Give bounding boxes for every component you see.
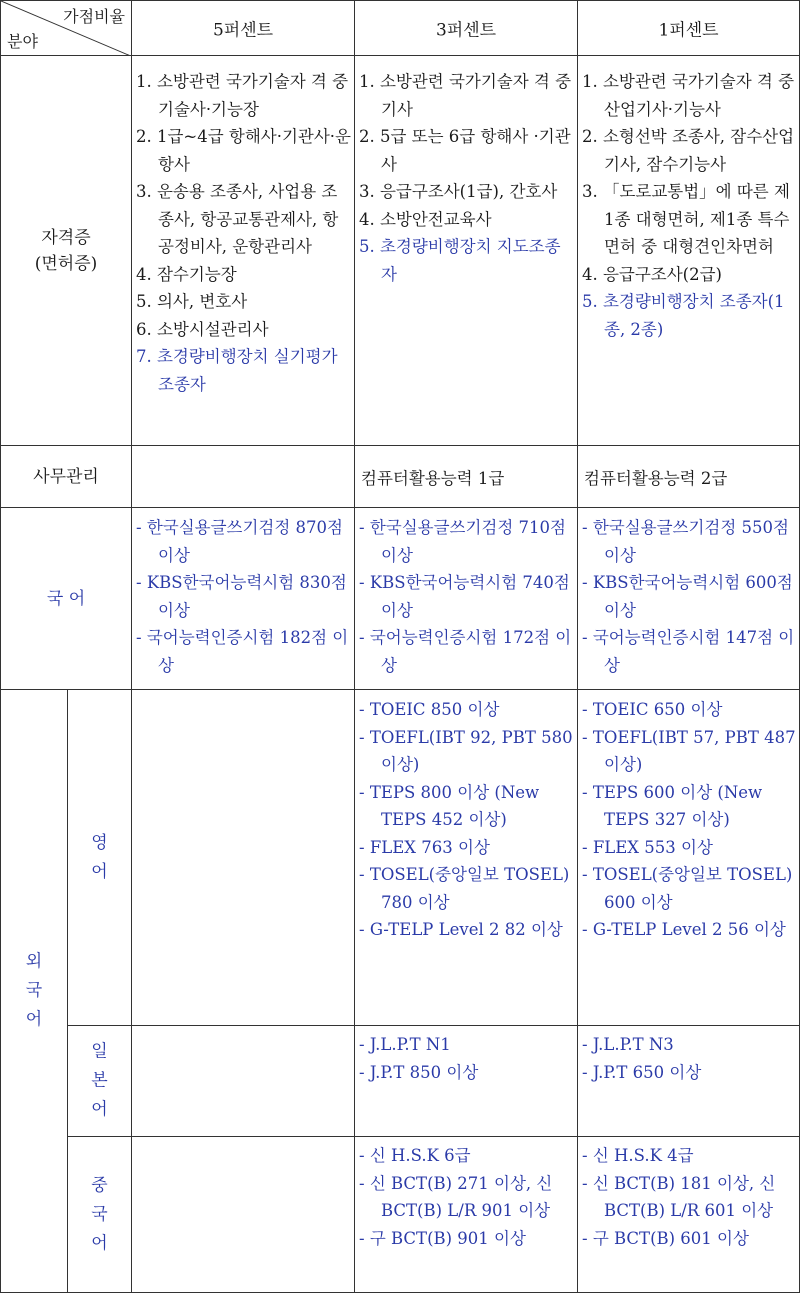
list-item: - TOSEL(중앙일보 TOSEL) 600 이상 (582, 865, 793, 912)
japanese-label-char: 일 (91, 1041, 108, 1062)
korean-label: 국 어 (46, 588, 86, 609)
korean-5pct-list (136, 514, 351, 679)
list-item: - 신 H.S.K 6급 (359, 1146, 471, 1165)
list-item: 1. 소방관련 국가기술자 격 중 기술사·기능장 (136, 72, 349, 119)
chinese-label-char: 국 (91, 1204, 108, 1224)
list-item: 5. 초경량비행장치 지도조종자 (359, 237, 561, 284)
header-col-3pct (354, 0, 578, 56)
office-5pct-cell (131, 445, 355, 508)
corner-header-cell (0, 0, 132, 56)
list-item: - 한국실용글쓰기검정 550점 이상 (582, 518, 789, 565)
chinese-1pct-cell (577, 1136, 800, 1293)
license-label-cell (0, 55, 132, 446)
list-item: - 신 H.S.K 4급 (582, 1146, 694, 1165)
english-3pct-cell (354, 689, 578, 1026)
license-3pct-cell (354, 55, 578, 446)
english-1pct-list (582, 696, 796, 944)
japanese-5pct-cell (131, 1025, 355, 1137)
list-item: 4. 소방안전교육사 (359, 209, 492, 229)
chinese-5pct-cell (131, 1136, 355, 1293)
office-label: 사무관리 (33, 466, 99, 487)
license-label: 자격증 (면허증) (34, 227, 98, 274)
chinese-label-char: 중 (91, 1175, 108, 1195)
list-item: - KBS한국어능력시험 830점 이상 (136, 573, 347, 620)
office-3pct-value: 컴퓨터활용능력 1급 (361, 468, 505, 488)
chinese-3pct-list (359, 1142, 574, 1252)
korean-3pct-list (359, 514, 574, 679)
list-item: 2. 소형선박 조종사, 잠수산업기사, 잠수기능사 (582, 127, 795, 174)
office-1pct-cell (577, 445, 800, 508)
license-1pct-cell (577, 55, 800, 446)
japanese-label (68, 1038, 131, 1125)
header-1pct-label: 1퍼센트 (658, 20, 719, 41)
header-5pct-label: 5퍼센트 (212, 20, 274, 41)
chinese-label (68, 1171, 131, 1258)
list-item: - 신 BCT(B) 271 이상, 신 BCT(B) L/R 901 이상 (359, 1173, 553, 1220)
list-item: - 한국실용글쓰기검정 870점 이상 (136, 518, 343, 565)
korean-5pct-cell (131, 507, 355, 690)
list-item: - FLEX 763 이상 (359, 837, 490, 857)
list-item: - FLEX 553 이상 (582, 837, 713, 857)
license-5pct-cell (131, 55, 355, 446)
english-label-char: 어 (91, 861, 108, 882)
foreign-label-char: 어 (25, 1009, 43, 1030)
list-item: 7. 초경량비행장치 실기평가조종자 (136, 347, 338, 394)
foreign-label (1, 948, 67, 1035)
list-item: - 국어능력인증시험 182점 이상 (136, 628, 349, 675)
corner-field-label: 분야 (7, 32, 38, 51)
list-item: - KBS한국어능력시험 740점 이상 (359, 573, 570, 620)
list-item: 4. 잠수기능장 (136, 264, 237, 284)
license-5pct-list (136, 68, 351, 398)
japanese-1pct-list (582, 1031, 796, 1086)
japanese-label-char: 어 (91, 1099, 108, 1120)
korean-1pct-list (582, 514, 796, 679)
office-1pct-value: 컴퓨터활용능력 2급 (584, 468, 728, 488)
list-item: - TEPS 800 이상 (New TEPS 452 이상) (359, 782, 540, 829)
list-item: - TOSEL(중앙일보 TOSEL) 780 이상 (359, 865, 570, 912)
list-item: 4. 응급구조사(2급) (582, 264, 722, 284)
japanese-1pct-cell (577, 1025, 800, 1137)
list-item: - 신 BCT(B) 181 이상, 신 BCT(B) L/R 601 이상 (582, 1173, 776, 1220)
japanese-3pct-list (359, 1031, 574, 1086)
office-label-cell (0, 445, 132, 508)
license-1pct-list (582, 68, 796, 343)
korean-label-cell (0, 507, 132, 690)
list-item: - J.L.P.T N1 (359, 1035, 451, 1054)
english-label-cell (67, 689, 132, 1026)
korean-1pct-cell (577, 507, 800, 690)
header-col-5pct (131, 0, 355, 56)
list-item: - TOEIC 650 이상 (582, 700, 723, 719)
list-item: - J.L.P.T N3 (582, 1035, 674, 1054)
foreign-label-char: 국 (25, 980, 43, 1001)
list-item: 5. 의사, 변호사 (136, 292, 248, 311)
list-item: - J.P.T 850 이상 (359, 1062, 479, 1082)
chinese-1pct-list (582, 1142, 796, 1252)
header-3pct-label: 3퍼센트 (435, 20, 497, 41)
corner-ratio-label: 가점비율 (63, 7, 125, 26)
english-label (68, 829, 131, 887)
list-item: - KBS한국어능력시험 600점 이상 (582, 573, 793, 620)
list-item: - 한국실용글쓰기검정 710점 이상 (359, 518, 566, 565)
foreign-label-cell (0, 689, 68, 1293)
list-item: 3. 「도로교통법」에 따른 제1종 대형면허, 제1종 특수면허 중 대형견인차면허 (582, 182, 790, 256)
list-item: 3. 응급구조사(1급), 간호사 (359, 182, 558, 201)
chinese-label-char: 어 (91, 1233, 108, 1253)
list-item: - TOEIC 850 이상 (359, 700, 500, 719)
list-item: - 구 BCT(B) 901 이상 (359, 1228, 526, 1248)
english-5pct-cell (131, 689, 355, 1026)
list-item: 1. 소방관련 국가기술자 격 중 기사 (359, 72, 572, 119)
list-item: 3. 운송용 조종사, 사업용 조종사, 항공교통관제사, 항공정비사, 운항관리사 (136, 182, 339, 256)
list-item: - G-TELP Level 2 82 이상 (359, 920, 563, 939)
korean-3pct-cell (354, 507, 578, 690)
list-item: - TOEFL(IBT 57, PBT 487 이상) (582, 727, 796, 774)
japanese-label-char: 본 (91, 1070, 108, 1091)
japanese-3pct-cell (354, 1025, 578, 1137)
chinese-label-cell (67, 1136, 132, 1293)
list-item: 1. 소방관련 국가기술자 격 중 산업기사·기능사 (582, 72, 795, 119)
list-item: 2. 1급~4급 항해사·기관사·운항사 (136, 127, 351, 174)
office-3pct-cell (354, 445, 578, 508)
list-item: 6. 소방시설관리사 (136, 319, 269, 339)
list-item: - 국어능력인증시험 147점 이상 (582, 628, 795, 675)
chinese-3pct-cell (354, 1136, 578, 1293)
english-3pct-list (359, 696, 574, 944)
foreign-label-char: 외 (25, 951, 43, 972)
license-3pct-list (359, 68, 574, 288)
list-item: 2. 5급 또는 6급 항해사 ·기관사 (359, 127, 571, 174)
list-item: - J.P.T 650 이상 (582, 1062, 702, 1082)
list-item: - TOEFL(IBT 92, PBT 580 이상) (359, 727, 573, 774)
english-1pct-cell (577, 689, 800, 1026)
list-item: - 국어능력인증시험 172점 이상 (359, 628, 572, 675)
header-col-1pct (577, 0, 800, 56)
list-item: - 구 BCT(B) 601 이상 (582, 1228, 749, 1248)
list-item: - G-TELP Level 2 56 이상 (582, 920, 786, 939)
list-item: 5. 초경량비행장치 조종자(1종, 2종) (582, 292, 785, 339)
english-label-char: 영 (91, 832, 108, 853)
japanese-label-cell (67, 1025, 132, 1137)
list-item: - TEPS 600 이상 (New TEPS 327 이상) (582, 782, 763, 829)
